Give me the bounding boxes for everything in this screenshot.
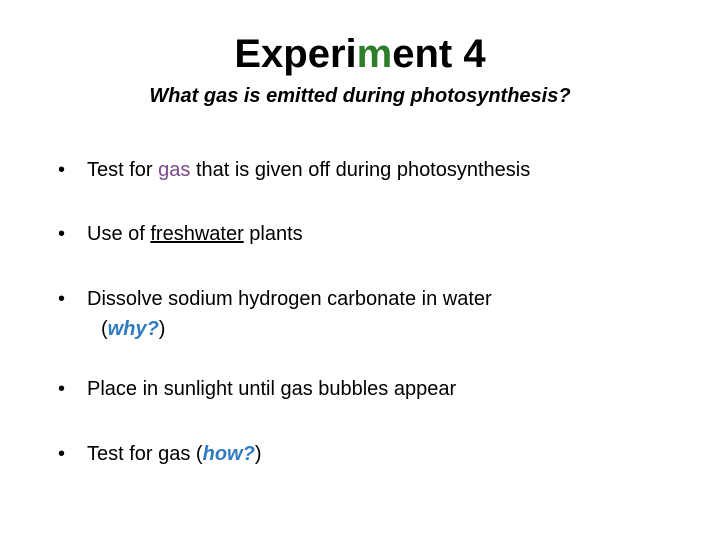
- bullet-marker: •: [58, 288, 66, 310]
- bullet-underlined-freshwater: freshwater: [150, 223, 244, 245]
- bullet-accent-why: why?: [107, 318, 159, 340]
- bullet-text-pre: Use of: [87, 223, 151, 245]
- title-part-1: Experi: [234, 32, 357, 76]
- bullet-text: [87, 219, 708, 249]
- bullet-text-post: that is given off during photosynthesis: [190, 159, 531, 181]
- bullet-item-1: [58, 155, 708, 185]
- bullet-marker: •: [58, 159, 66, 181]
- bullet-marker: •: [58, 443, 66, 465]
- bullet-text: [87, 439, 708, 469]
- bullet-item-2: [58, 219, 708, 249]
- bullet-item-3: [58, 284, 708, 344]
- bullet-accent-how: how?: [202, 443, 255, 465]
- bullet-marker: •: [58, 378, 66, 400]
- bullet-text-pre: (: [101, 318, 108, 340]
- bullet-item-4: [58, 374, 708, 404]
- bullet-text-post: ): [158, 318, 166, 340]
- title-part-2: ent 4: [392, 32, 486, 76]
- title-highlight-letter: m: [356, 32, 393, 76]
- bullet-text-post: plants: [243, 223, 303, 245]
- bullet-text-post: ): [254, 443, 262, 465]
- bullet-text-line-1: Dissolve sodium hydrogen carbonate in water: [87, 288, 492, 310]
- bullet-accent-gas: gas: [158, 159, 191, 181]
- bullet-text: [87, 284, 708, 344]
- bullet-text-line-2: [101, 314, 708, 344]
- slide-title: [0, 30, 720, 78]
- bullet-marker: •: [58, 223, 66, 245]
- bullet-text: [87, 155, 708, 185]
- bullet-text: Place in sunlight until gas bubbles appear: [87, 378, 457, 400]
- bullet-text-pre: Test for gas (: [87, 443, 203, 465]
- bullet-item-5: [58, 439, 708, 469]
- slide-subtitle: What gas is emitted during photosynthesis?: [149, 85, 571, 107]
- bullet-text-pre: Test for: [87, 159, 159, 181]
